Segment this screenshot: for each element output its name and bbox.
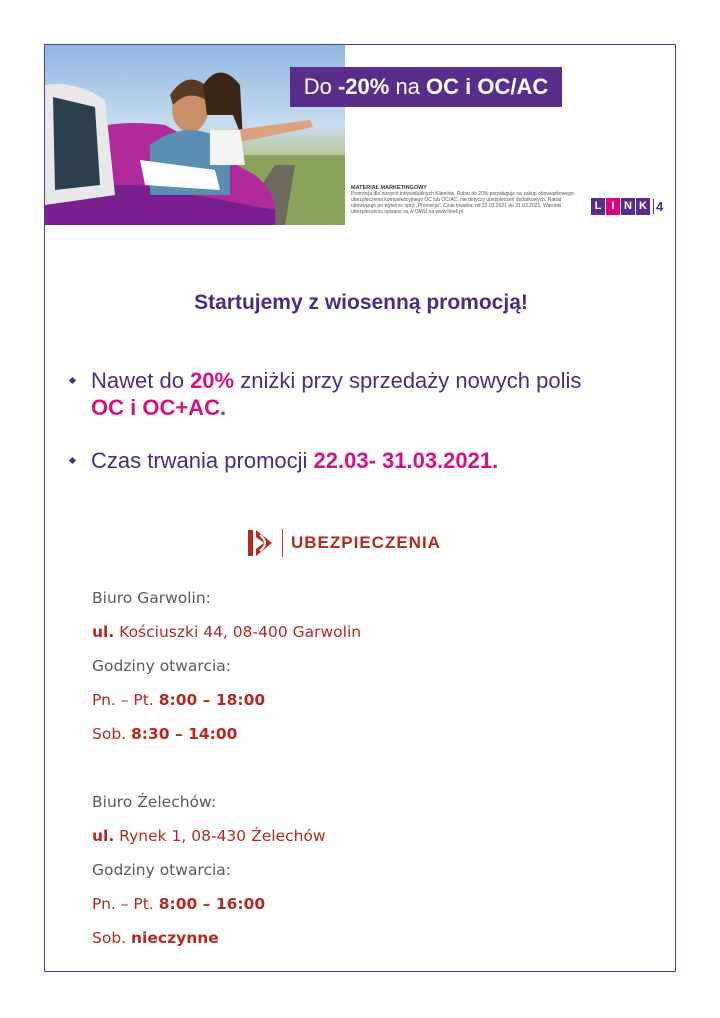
address-prefix: ul. bbox=[92, 623, 115, 641]
marketing-note bbox=[351, 185, 583, 215]
weekday-hours bbox=[92, 683, 652, 717]
promo-product: OC i OC/AC bbox=[426, 74, 549, 99]
bullet-icon bbox=[69, 457, 76, 464]
office-address bbox=[92, 615, 652, 649]
bullet-text: Nawet do bbox=[91, 368, 191, 393]
hours-label: Godziny otwarcia: bbox=[92, 657, 232, 675]
address-text: Rynek 1, 08-430 Żelechów bbox=[114, 827, 326, 845]
promo-mid: na bbox=[389, 74, 427, 99]
promo-badge bbox=[290, 67, 562, 107]
bullet-duration bbox=[67, 447, 657, 474]
weekday-hours bbox=[92, 887, 652, 921]
marketing-title: MATERIAŁ MARKETINGOWY bbox=[351, 185, 427, 191]
saturday-hours bbox=[92, 921, 652, 955]
address-text: Kościuszki 44, 08-400 Garwolin bbox=[114, 623, 362, 641]
bullet-highlight: 20% bbox=[190, 368, 235, 393]
weekday-time: 8:00 – 16:00 bbox=[158, 895, 266, 913]
address-prefix: ul. bbox=[92, 827, 115, 845]
office-title: Biuro Garwolin: bbox=[92, 589, 211, 607]
promo-prefix: Do bbox=[303, 74, 338, 99]
saturday-time: nieczynne bbox=[131, 929, 219, 947]
link4-letter-l: L bbox=[591, 198, 605, 215]
offices bbox=[92, 581, 652, 955]
agency-logo-icon bbox=[246, 527, 274, 559]
link4-letter-n: N bbox=[621, 198, 635, 215]
promo-banner bbox=[45, 45, 677, 225]
page-title: Startujemy z wiosenną promocją! bbox=[194, 291, 528, 314]
weekday-label: Pn. – Pt. bbox=[92, 895, 159, 913]
link4-number: 4 bbox=[653, 199, 663, 214]
bullet-text: Czas trwania promocji bbox=[91, 448, 314, 473]
saturday-hours bbox=[92, 717, 652, 751]
link4-letter-k: K bbox=[636, 198, 650, 215]
link4-letter-i: I bbox=[606, 198, 620, 215]
hours-label: Godziny otwarcia: bbox=[92, 861, 232, 879]
bullet-highlight: 22.03- 31.03.2021. bbox=[313, 448, 499, 473]
agency-name: UBEZPIECZENIA bbox=[291, 533, 441, 552]
bullet-discount bbox=[67, 367, 657, 421]
bullet-text: zniżki przy sprzedaży nowych polis bbox=[234, 368, 582, 393]
promo-discount: -20% bbox=[337, 74, 390, 99]
saturday-label: Sob. bbox=[92, 929, 132, 947]
office-address bbox=[92, 819, 652, 853]
promo-bullets bbox=[67, 367, 657, 500]
marketing-text: Promocja dla nowych indywidualnych Klientów. Rabat do 20% przysługuje na zakup obowiązkowego ubezpieczenia komunikacyjnego OC lub OC/AC, nie dotyczy ubezpieczeń dodatkowych. Rabat obowiązuje po wyborze opcji „Promocja”. Czas trwania: od 22.03.2021 do 31.03.2021. Warunki ubezpieczenia opisane są w OWU na www.link4.pl bbox=[351, 191, 574, 215]
weekday-time: 8:00 – 18:00 bbox=[158, 691, 266, 709]
link4-logo bbox=[591, 197, 663, 215]
logo-divider bbox=[282, 529, 283, 557]
saturday-label: Sob. bbox=[92, 725, 132, 743]
agency-logo bbox=[246, 527, 441, 559]
flyer bbox=[44, 44, 676, 972]
bullet-highlight: OC i OC+AC. bbox=[91, 395, 227, 420]
bullet-icon bbox=[69, 377, 76, 384]
office-title: Biuro Żelechów: bbox=[92, 793, 217, 811]
weekday-label: Pn. – Pt. bbox=[92, 691, 159, 709]
saturday-time: 8:30 – 14:00 bbox=[131, 725, 238, 743]
